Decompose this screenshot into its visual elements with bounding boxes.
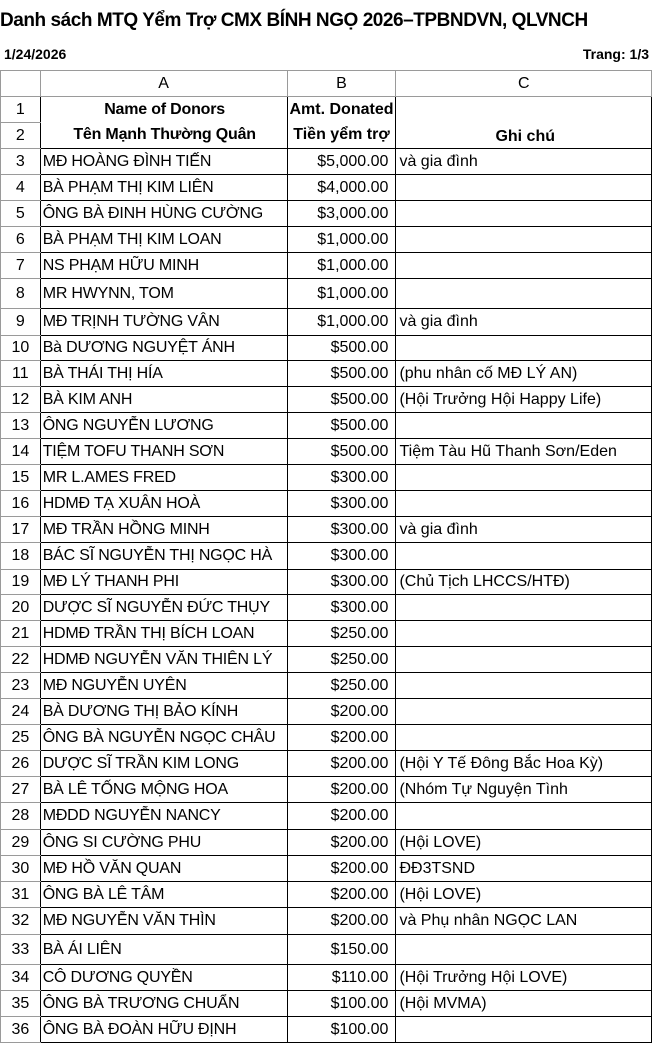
column-header-b[interactable]: B bbox=[287, 71, 396, 97]
note-cell[interactable] bbox=[396, 699, 652, 725]
note-cell[interactable]: (Nhóm Tự Nguyện Tình bbox=[396, 777, 652, 803]
note-cell[interactable]: (Hội Y Tế Đông Bắc Hoa Kỳ) bbox=[396, 751, 652, 777]
donor-name-cell[interactable]: BÀ LÊ TỐNG MỘNG HOA bbox=[40, 777, 287, 803]
donor-name-cell[interactable]: MĐ TRẦN HỒNG MINH bbox=[40, 517, 287, 543]
row-number[interactable]: 7 bbox=[1, 253, 41, 279]
donor-name-cell[interactable]: ÔNG SI CƯỜNG PHU bbox=[40, 830, 287, 856]
row-number[interactable]: 23 bbox=[1, 673, 41, 699]
table-row bbox=[1, 991, 652, 1017]
note-cell[interactable]: (Hội Trưởng Hội LOVE) bbox=[396, 965, 652, 991]
amount-cell[interactable]: $250.00 bbox=[287, 621, 396, 647]
table-row bbox=[1, 777, 652, 803]
row-number[interactable]: 35 bbox=[1, 991, 41, 1017]
header-notes[interactable]: Ghi chú bbox=[396, 97, 652, 149]
table-row bbox=[1, 751, 652, 777]
row-number[interactable]: 13 bbox=[1, 413, 41, 439]
amount-cell[interactable]: $5,000.00 bbox=[287, 149, 396, 175]
donor-name-cell[interactable]: ÔNG BÀ ĐOÀN HỮU ĐỊNH bbox=[40, 1017, 287, 1043]
donor-name-cell[interactable]: BÀ THÁI THỊ HÍA bbox=[40, 361, 287, 387]
row-number[interactable]: 27 bbox=[1, 777, 41, 803]
amount-cell[interactable]: $200.00 bbox=[287, 908, 396, 935]
amount-cell[interactable]: $300.00 bbox=[287, 465, 396, 491]
amount-cell[interactable]: $250.00 bbox=[287, 647, 396, 673]
table-row bbox=[1, 279, 652, 309]
column-header-row bbox=[1, 71, 652, 97]
amount-cell[interactable]: $500.00 bbox=[287, 439, 396, 465]
donor-name-cell[interactable]: CÔ DƯƠNG QUYỀN bbox=[40, 965, 287, 991]
table-row bbox=[1, 935, 652, 965]
note-cell[interactable] bbox=[396, 253, 652, 279]
table-row bbox=[1, 673, 652, 699]
table-row bbox=[1, 570, 652, 595]
note-cell[interactable] bbox=[396, 413, 652, 439]
donor-name-cell[interactable]: MR HWYNN, TOM bbox=[40, 279, 287, 309]
row-number[interactable]: 20 bbox=[1, 595, 41, 621]
note-cell[interactable]: (Hội LOVE) bbox=[396, 830, 652, 856]
donor-name-cell[interactable]: MĐ TRỊNH TƯỜNG VÂN bbox=[40, 309, 287, 336]
amount-cell[interactable]: $200.00 bbox=[287, 777, 396, 803]
donor-name-cell[interactable]: ÔNG BÀ NGUYỄN NGỌC CHÂU bbox=[40, 725, 287, 751]
note-cell[interactable] bbox=[396, 647, 652, 673]
donor-name-cell[interactable]: MĐ LÝ THANH PHI bbox=[40, 570, 287, 595]
note-cell[interactable] bbox=[396, 621, 652, 647]
amount-cell[interactable]: $300.00 bbox=[287, 543, 396, 570]
note-cell[interactable] bbox=[396, 595, 652, 621]
table-row bbox=[1, 517, 652, 543]
page-number: Trang: 1/3 bbox=[582, 46, 649, 62]
row-number[interactable]: 6 bbox=[1, 227, 41, 253]
amount-cell[interactable]: $300.00 bbox=[287, 491, 396, 517]
amount-cell[interactable]: $500.00 bbox=[287, 336, 396, 361]
row-number[interactable]: 12 bbox=[1, 387, 41, 413]
row-number[interactable]: 2 bbox=[1, 123, 41, 149]
row-number[interactable]: 16 bbox=[1, 491, 41, 517]
donor-name-cell[interactable]: MĐ HỒ VĂN QUAN bbox=[40, 856, 287, 882]
row-number[interactable]: 32 bbox=[1, 908, 41, 935]
donor-name-cell[interactable]: ÔNG BÀ ĐINH HÙNG CƯỜNG bbox=[40, 201, 287, 227]
donor-name-cell[interactable]: MĐ HOÀNG ĐÌNH TIẾN bbox=[40, 149, 287, 175]
donor-name-cell[interactable]: MĐ NGUYỄN VĂN THÌN bbox=[40, 908, 287, 935]
table-row bbox=[1, 830, 652, 856]
header-name-vi[interactable]: Tên Mạnh Thường Quân bbox=[40, 123, 287, 149]
amount-cell[interactable]: $200.00 bbox=[287, 830, 396, 856]
table-row bbox=[1, 595, 652, 621]
row-number[interactable]: 8 bbox=[1, 279, 41, 309]
table-row bbox=[1, 439, 652, 465]
amount-cell[interactable]: $200.00 bbox=[287, 803, 396, 830]
header-name-en[interactable]: Name of Donors bbox=[40, 97, 287, 123]
table-row bbox=[1, 309, 652, 336]
row-number[interactable]: 18 bbox=[1, 543, 41, 570]
header-amount-en[interactable]: Amt. Donated bbox=[287, 97, 396, 123]
amount-cell[interactable]: $200.00 bbox=[287, 751, 396, 777]
row-number[interactable]: 4 bbox=[1, 175, 41, 201]
amount-cell[interactable]: $1,000.00 bbox=[287, 227, 396, 253]
note-cell[interactable]: và Phụ nhân NGỌC LAN bbox=[396, 908, 652, 935]
table-row bbox=[1, 543, 652, 570]
amount-cell[interactable]: $3,000.00 bbox=[287, 201, 396, 227]
table-row bbox=[1, 97, 652, 123]
table-row bbox=[1, 621, 652, 647]
print-date: 1/24/2026 bbox=[4, 46, 67, 62]
amount-cell[interactable]: $250.00 bbox=[287, 673, 396, 699]
donor-name-cell[interactable]: BÀ PHẠM THỊ KIM LOAN bbox=[40, 227, 287, 253]
page-title: Danh sách MTQ Yểm Trợ CMX BÍNH NGỌ 2026–TPBNDVN, QLVNCH bbox=[0, 10, 588, 31]
table-row bbox=[1, 227, 652, 253]
amount-cell[interactable]: $200.00 bbox=[287, 856, 396, 882]
donor-name-cell[interactable]: HDMĐ NGUYỄN VĂN THIÊN LÝ bbox=[40, 647, 287, 673]
table-row bbox=[1, 465, 652, 491]
amount-cell[interactable]: $1,000.00 bbox=[287, 309, 396, 336]
table-row bbox=[1, 856, 652, 882]
donor-name-cell[interactable]: MR L.AMES FRED bbox=[40, 465, 287, 491]
note-cell[interactable] bbox=[396, 227, 652, 253]
amount-cell[interactable]: $1,000.00 bbox=[287, 253, 396, 279]
note-cell[interactable] bbox=[396, 465, 652, 491]
note-cell[interactable] bbox=[396, 543, 652, 570]
donor-name-cell[interactable]: Bà DƯƠNG NGUYỆT ÁNH bbox=[40, 336, 287, 361]
note-cell[interactable]: (Chủ Tịch LHCCS/HTĐ) bbox=[396, 570, 652, 595]
donor-name-cell[interactable]: BÀ PHẠM THỊ KIM LIÊN bbox=[40, 175, 287, 201]
amount-cell[interactable]: $1,000.00 bbox=[287, 279, 396, 309]
table-row bbox=[1, 647, 652, 673]
note-cell[interactable]: và gia đình bbox=[396, 517, 652, 543]
donor-table bbox=[0, 70, 652, 1043]
note-cell[interactable] bbox=[396, 935, 652, 965]
amount-cell[interactable]: $500.00 bbox=[287, 387, 396, 413]
amount-cell[interactable]: $500.00 bbox=[287, 361, 396, 387]
donor-name-cell[interactable]: BÁC SĨ NGUYỄN THỊ NGỌC HÀ bbox=[40, 543, 287, 570]
row-number[interactable]: 10 bbox=[1, 336, 41, 361]
amount-cell[interactable]: $200.00 bbox=[287, 882, 396, 908]
donor-name-cell[interactable]: ÔNG NGUYỄN LƯƠNG bbox=[40, 413, 287, 439]
amount-cell[interactable]: $150.00 bbox=[287, 935, 396, 965]
amount-cell[interactable]: $110.00 bbox=[287, 965, 396, 991]
donor-name-cell[interactable]: MĐDD NGUYỄN NANCY bbox=[40, 803, 287, 830]
table-row bbox=[1, 491, 652, 517]
row-number[interactable]: 28 bbox=[1, 803, 41, 830]
row-number[interactable]: 17 bbox=[1, 517, 41, 543]
donor-name-cell[interactable]: DƯỢC SĨ NGUYỄN ĐỨC THỤY bbox=[40, 595, 287, 621]
note-cell[interactable]: (phu nhân cố MĐ LÝ AN) bbox=[396, 361, 652, 387]
note-cell[interactable]: và gia đình bbox=[396, 149, 652, 175]
select-all-corner[interactable] bbox=[1, 71, 41, 97]
table-row bbox=[1, 1017, 652, 1043]
row-number[interactable]: 9 bbox=[1, 309, 41, 336]
row-number[interactable]: 22 bbox=[1, 647, 41, 673]
table-row bbox=[1, 201, 652, 227]
note-cell[interactable] bbox=[396, 725, 652, 751]
note-cell[interactable] bbox=[396, 803, 652, 830]
donor-name-cell[interactable]: TIỆM TOFU THANH SƠN bbox=[40, 439, 287, 465]
note-cell[interactable]: (Hội LOVE) bbox=[396, 882, 652, 908]
amount-cell[interactable]: $200.00 bbox=[287, 699, 396, 725]
note-cell[interactable]: Tiệm Tàu Hũ Thanh Sơn/Eden bbox=[396, 439, 652, 465]
donor-name-cell[interactable]: HDMĐ TẠ XUÂN HOÀ bbox=[40, 491, 287, 517]
row-number[interactable]: 24 bbox=[1, 699, 41, 725]
table-row bbox=[1, 803, 652, 830]
note-cell[interactable] bbox=[396, 1017, 652, 1043]
row-number[interactable]: 36 bbox=[1, 1017, 41, 1043]
amount-cell[interactable]: $300.00 bbox=[287, 595, 396, 621]
amount-cell[interactable]: $300.00 bbox=[287, 570, 396, 595]
amount-cell[interactable]: $4,000.00 bbox=[287, 175, 396, 201]
table-row bbox=[1, 413, 652, 439]
donor-name-cell[interactable]: DƯỢC SĨ TRẦN KIM LONG bbox=[40, 751, 287, 777]
note-cell[interactable] bbox=[396, 201, 652, 227]
note-cell[interactable]: và gia đình bbox=[396, 309, 652, 336]
amount-cell[interactable]: $200.00 bbox=[287, 725, 396, 751]
row-number[interactable]: 33 bbox=[1, 935, 41, 965]
amount-cell[interactable]: $100.00 bbox=[287, 991, 396, 1017]
row-number[interactable]: 34 bbox=[1, 965, 41, 991]
note-cell[interactable]: ĐĐ3TSND bbox=[396, 856, 652, 882]
amount-cell[interactable]: $500.00 bbox=[287, 413, 396, 439]
row-number[interactable]: 15 bbox=[1, 465, 41, 491]
table-row bbox=[1, 908, 652, 935]
row-number[interactable]: 26 bbox=[1, 751, 41, 777]
column-header-c[interactable]: C bbox=[396, 71, 652, 97]
table-row bbox=[1, 725, 652, 751]
row-number[interactable]: 19 bbox=[1, 570, 41, 595]
row-number[interactable]: 1 bbox=[1, 97, 41, 123]
note-cell[interactable]: (Hội Trưởng Hội Happy Life) bbox=[396, 387, 652, 413]
note-cell[interactable] bbox=[396, 673, 652, 699]
table-row bbox=[1, 965, 652, 991]
donor-name-cell[interactable]: BÀ KIM ANH bbox=[40, 387, 287, 413]
note-cell[interactable] bbox=[396, 279, 652, 309]
row-number[interactable]: 11 bbox=[1, 361, 41, 387]
row-number[interactable]: 31 bbox=[1, 882, 41, 908]
donor-name-cell[interactable]: BÀ DƯƠNG THỊ BẢO KÍNH bbox=[40, 699, 287, 725]
row-number[interactable]: 29 bbox=[1, 830, 41, 856]
table-row bbox=[1, 361, 652, 387]
table-row bbox=[1, 387, 652, 413]
table-row bbox=[1, 882, 652, 908]
donor-name-cell[interactable]: MĐ NGUYỄN UYÊN bbox=[40, 673, 287, 699]
note-cell[interactable]: (Hội MVMA) bbox=[396, 991, 652, 1017]
note-cell[interactable] bbox=[396, 175, 652, 201]
column-header-a[interactable]: A bbox=[40, 71, 287, 97]
row-number[interactable]: 25 bbox=[1, 725, 41, 751]
amount-cell[interactable]: $300.00 bbox=[287, 517, 396, 543]
header-amount-vi[interactable]: Tiền yểm trợ bbox=[287, 123, 396, 149]
donor-name-cell[interactable]: ÔNG BÀ TRƯƠNG CHUẨN bbox=[40, 991, 287, 1017]
row-number[interactable]: 30 bbox=[1, 856, 41, 882]
donor-name-cell[interactable]: ÔNG BÀ LÊ TÂM bbox=[40, 882, 287, 908]
row-number[interactable]: 14 bbox=[1, 439, 41, 465]
amount-cell[interactable]: $100.00 bbox=[287, 1017, 396, 1043]
table-row bbox=[1, 253, 652, 279]
table-row bbox=[1, 175, 652, 201]
row-number[interactable]: 3 bbox=[1, 149, 41, 175]
table-row bbox=[1, 149, 652, 175]
row-number[interactable]: 21 bbox=[1, 621, 41, 647]
note-cell[interactable] bbox=[396, 336, 652, 361]
note-cell[interactable] bbox=[396, 491, 652, 517]
donor-name-cell[interactable]: BÀ ÁI LIÊN bbox=[40, 935, 287, 965]
donor-name-cell[interactable]: NS PHẠM HỮU MINH bbox=[40, 253, 287, 279]
row-number[interactable]: 5 bbox=[1, 201, 41, 227]
table-row bbox=[1, 699, 652, 725]
donor-name-cell[interactable]: HDMĐ TRẦN THỊ BÍCH LOAN bbox=[40, 621, 287, 647]
table-row bbox=[1, 336, 652, 361]
